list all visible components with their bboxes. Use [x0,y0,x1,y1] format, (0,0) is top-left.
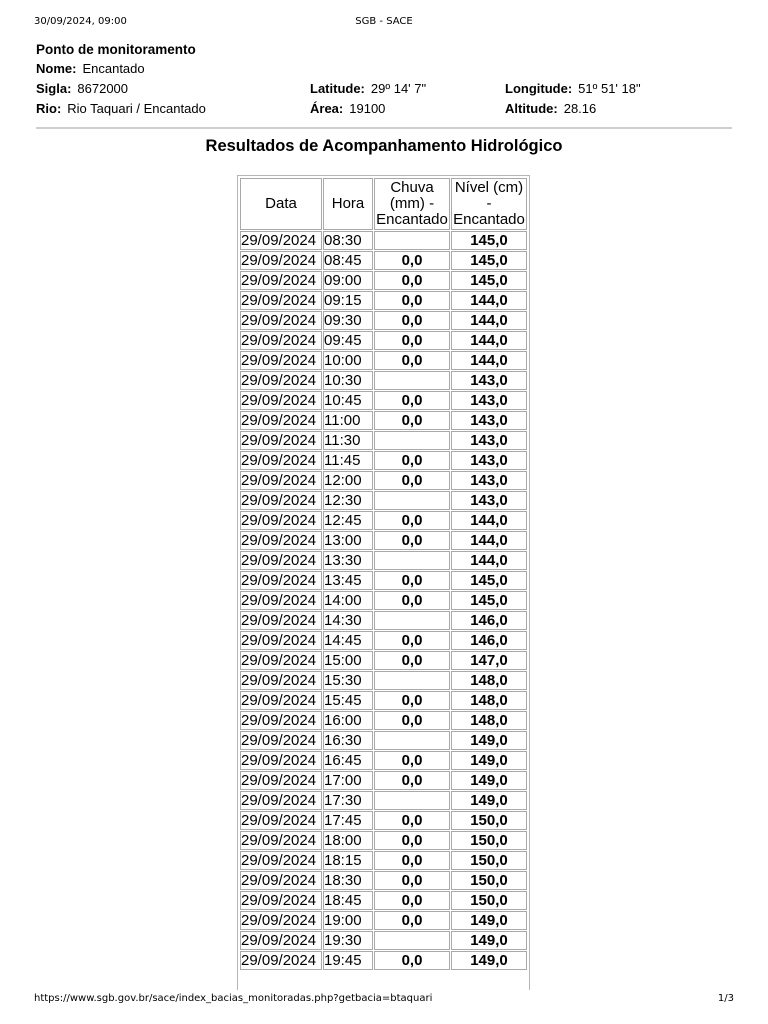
table-row [240,311,527,330]
table-row [240,771,527,790]
cell-hora: 18:45 [323,891,373,910]
field-rio [36,99,206,119]
station-heading: Ponto de monitoramento [36,42,196,57]
cell-data: 29/09/2024 [240,591,322,610]
cell-nivel: 150,0 [451,811,527,830]
cell-data: 29/09/2024 [240,711,322,730]
cell-data: 29/09/2024 [240,511,322,530]
header-data: Data [240,178,322,230]
table-row [240,231,527,250]
cell-data: 29/09/2024 [240,871,322,890]
cell-data: 29/09/2024 [240,391,322,410]
cell-chuva: 0,0 [374,471,450,490]
cell-hora: 14:30 [323,611,373,630]
table-row [240,491,527,510]
cell-data: 29/09/2024 [240,911,322,930]
cell-data: 29/09/2024 [240,731,322,750]
area-value: 19100 [349,101,386,116]
nome-value: Encantado [82,61,145,76]
print-page-number: 1/3 [717,993,734,1004]
field-nome [36,59,145,79]
field-latitude [310,79,426,99]
cell-data: 29/09/2024 [240,311,322,330]
cell-chuva: 0,0 [374,751,450,770]
cell-chuva: 0,0 [374,691,450,710]
header-chuva-line: Encantado [376,211,448,228]
results-table-container [237,175,530,990]
table-row [240,851,527,870]
cell-chuva: 0,0 [374,411,450,430]
cell-chuva: 0,0 [374,271,450,290]
cell-nivel: 149,0 [451,791,527,810]
cell-hora: 10:00 [323,351,373,370]
cell-data: 29/09/2024 [240,891,322,910]
table-row [240,611,527,630]
cell-nivel: 150,0 [451,851,527,870]
cell-nivel: 150,0 [451,831,527,850]
cell-chuva: 0,0 [374,291,450,310]
cell-chuva [374,551,450,570]
cell-data: 29/09/2024 [240,571,322,590]
sigla-label: Sigla: [36,81,72,96]
header-nivel-line: Encantado [453,211,525,228]
cell-nivel: 143,0 [451,491,527,510]
header-nivel-line: Nível (cm) [454,179,524,196]
table-row [240,711,527,730]
cell-hora: 10:30 [323,371,373,390]
cell-nivel: 144,0 [451,351,527,370]
field-altitude [505,99,596,119]
section-divider [36,127,732,129]
table-body [240,231,527,970]
cell-hora: 12:30 [323,491,373,510]
latitude-label: Latitude: [310,81,365,96]
cell-nivel: 148,0 [451,691,527,710]
station-row-nome [36,59,736,79]
table-row [240,891,527,910]
table-row [240,931,527,950]
cell-hora: 15:30 [323,671,373,690]
header-chuva-line: (mm) - [389,195,435,212]
cell-data: 29/09/2024 [240,431,322,450]
cell-nivel: 145,0 [451,251,527,270]
cell-nivel: 149,0 [451,731,527,750]
cell-data: 29/09/2024 [240,611,322,630]
cell-chuva [374,791,450,810]
cell-data: 29/09/2024 [240,811,322,830]
cell-nivel: 149,0 [451,911,527,930]
cell-hora: 19:30 [323,931,373,950]
cell-hora: 18:15 [323,851,373,870]
cell-nivel: 145,0 [451,571,527,590]
cell-nivel: 144,0 [451,291,527,310]
cell-nivel: 144,0 [451,531,527,550]
station-row-sigla [36,79,736,99]
cell-chuva: 0,0 [374,451,450,470]
cell-hora: 11:45 [323,451,373,470]
longitude-label: Longitude: [505,81,573,96]
table-row [240,871,527,890]
cell-chuva: 0,0 [374,711,450,730]
cell-data: 29/09/2024 [240,531,322,550]
cell-chuva: 0,0 [374,331,450,350]
cell-chuva: 0,0 [374,351,450,370]
cell-data: 29/09/2024 [240,771,322,790]
cell-hora: 13:45 [323,571,373,590]
altitude-label: Altitude: [505,101,558,116]
field-longitude [505,79,641,99]
latitude-value: 29º 14' 7" [370,81,427,96]
cell-data: 29/09/2024 [240,351,322,370]
cell-chuva [374,671,450,690]
table-row [240,371,527,390]
cell-data: 29/09/2024 [240,631,322,650]
cell-hora: 12:00 [323,471,373,490]
header-nivel [451,178,527,230]
cell-data: 29/09/2024 [240,951,322,970]
cell-nivel: 144,0 [451,551,527,570]
cell-nivel: 143,0 [451,391,527,410]
table-row [240,411,527,430]
table-row [240,791,527,810]
cell-hora: 11:00 [323,411,373,430]
station-info [36,41,736,119]
cell-chuva: 0,0 [374,771,450,790]
station-row-rio [36,99,736,119]
cell-data: 29/09/2024 [240,271,322,290]
cell-data: 29/09/2024 [240,851,322,870]
rio-value: Rio Taquari / Encantado [67,101,206,116]
cell-chuva: 0,0 [374,251,450,270]
cell-data: 29/09/2024 [240,691,322,710]
cell-nivel: 143,0 [451,451,527,470]
altitude-value: 28.16 [563,101,597,116]
cell-nivel: 147,0 [451,651,527,670]
table-row [240,631,527,650]
cell-chuva: 0,0 [374,531,450,550]
cell-nivel: 148,0 [451,671,527,690]
table-row [240,691,527,710]
cell-hora: 18:00 [323,831,373,850]
cell-chuva [374,491,450,510]
cell-hora: 19:00 [323,911,373,930]
cell-hora: 15:00 [323,651,373,670]
cell-nivel: 143,0 [451,371,527,390]
cell-nivel: 145,0 [451,271,527,290]
cell-hora: 08:30 [323,231,373,250]
cell-nivel: 150,0 [451,871,527,890]
cell-nivel: 150,0 [451,891,527,910]
cell-hora: 11:30 [323,431,373,450]
cell-data: 29/09/2024 [240,751,322,770]
print-timestamp: 30/09/2024, 09:00 [34,16,127,27]
cell-data: 29/09/2024 [240,371,322,390]
cell-nivel: 149,0 [451,751,527,770]
cell-hora: 13:00 [323,531,373,550]
cell-chuva: 0,0 [374,831,450,850]
cell-hora: 16:30 [323,731,373,750]
cell-hora: 16:00 [323,711,373,730]
table-row [240,471,527,490]
table-row [240,291,527,310]
cell-hora: 09:15 [323,291,373,310]
header-chuva-line: Chuva [390,179,434,196]
results-table [239,177,528,971]
field-sigla [36,79,128,99]
header-hora: Hora [323,178,373,230]
cell-chuva [374,611,450,630]
cell-data: 29/09/2024 [240,471,322,490]
cell-hora: 17:30 [323,791,373,810]
cell-chuva: 0,0 [374,911,450,930]
cell-hora: 15:45 [323,691,373,710]
table-row [240,811,527,830]
cell-chuva [374,431,450,450]
cell-data: 29/09/2024 [240,671,322,690]
cell-chuva: 0,0 [374,851,450,870]
table-row [240,351,527,370]
cell-nivel: 143,0 [451,411,527,430]
cell-chuva: 0,0 [374,591,450,610]
longitude-value: 51º 51' 18" [578,81,641,96]
table-row [240,391,527,410]
header-chuva [374,178,450,230]
cell-data: 29/09/2024 [240,931,322,950]
area-label: Área: [310,101,344,116]
cell-nivel: 145,0 [451,591,527,610]
cell-hora: 09:00 [323,271,373,290]
cell-hora: 16:45 [323,751,373,770]
cell-hora: 12:45 [323,511,373,530]
cell-data: 29/09/2024 [240,291,322,310]
cell-nivel: 146,0 [451,611,527,630]
cell-data: 29/09/2024 [240,491,322,510]
table-row [240,751,527,770]
cell-chuva [374,731,450,750]
header-nivel-line: - [486,195,492,212]
table-row [240,831,527,850]
cell-data: 29/09/2024 [240,411,322,430]
rio-label: Rio: [36,101,62,116]
table-row [240,591,527,610]
table-row [240,551,527,570]
cell-hora: 14:00 [323,591,373,610]
cell-chuva [374,371,450,390]
cell-chuva: 0,0 [374,811,450,830]
print-page-title: SGB - SACE [355,16,413,27]
cell-nivel: 146,0 [451,631,527,650]
table-row [240,571,527,590]
results-title: Resultados de Acompanhamento Hidrológico [205,137,563,155]
table-row [240,251,527,270]
cell-data: 29/09/2024 [240,331,322,350]
table-row [240,451,527,470]
cell-chuva: 0,0 [374,951,450,970]
table-row [240,511,527,530]
cell-hora: 09:30 [323,311,373,330]
cell-chuva: 0,0 [374,391,450,410]
cell-nivel: 143,0 [451,471,527,490]
cell-chuva: 0,0 [374,891,450,910]
cell-nivel: 149,0 [451,771,527,790]
cell-hora: 08:45 [323,251,373,270]
cell-data: 29/09/2024 [240,251,322,270]
print-url: https://www.sgb.gov.br/sace/index_bacias_monitoradas.php?getbacia=btaquari [34,993,433,1004]
table-header-row [240,178,527,230]
cell-chuva [374,931,450,950]
cell-hora: 17:00 [323,771,373,790]
field-area [310,99,385,119]
print-footer [34,993,734,1007]
cell-nivel: 145,0 [451,231,527,250]
table-row [240,271,527,290]
cell-chuva: 0,0 [374,871,450,890]
table-row [240,651,527,670]
cell-nivel: 148,0 [451,711,527,730]
table-row [240,671,527,690]
cell-chuva: 0,0 [374,311,450,330]
cell-hora: 17:45 [323,811,373,830]
cell-chuva [374,231,450,250]
cell-nivel: 144,0 [451,511,527,530]
cell-chuva: 0,0 [374,511,450,530]
cell-data: 29/09/2024 [240,551,322,570]
cell-hora: 10:45 [323,391,373,410]
cell-data: 29/09/2024 [240,791,322,810]
table-row [240,911,527,930]
cell-data: 29/09/2024 [240,231,322,250]
cell-chuva: 0,0 [374,631,450,650]
cell-hora: 18:30 [323,871,373,890]
cell-data: 29/09/2024 [240,651,322,670]
cell-nivel: 144,0 [451,331,527,350]
cell-chuva: 0,0 [374,571,450,590]
table-row [240,431,527,450]
cell-hora: 19:45 [323,951,373,970]
cell-nivel: 143,0 [451,431,527,450]
cell-nivel: 149,0 [451,931,527,950]
sigla-value: 8672000 [77,81,129,96]
cell-data: 29/09/2024 [240,831,322,850]
cell-nivel: 144,0 [451,311,527,330]
table-row [240,951,527,970]
table-row [240,531,527,550]
cell-nivel: 149,0 [451,951,527,970]
nome-label: Nome: [36,61,77,76]
cell-data: 29/09/2024 [240,451,322,470]
table-row [240,331,527,350]
cell-hora: 14:45 [323,631,373,650]
table-row [240,731,527,750]
print-header [34,16,734,30]
cell-hora: 13:30 [323,551,373,570]
cell-chuva: 0,0 [374,651,450,670]
cell-hora: 09:45 [323,331,373,350]
